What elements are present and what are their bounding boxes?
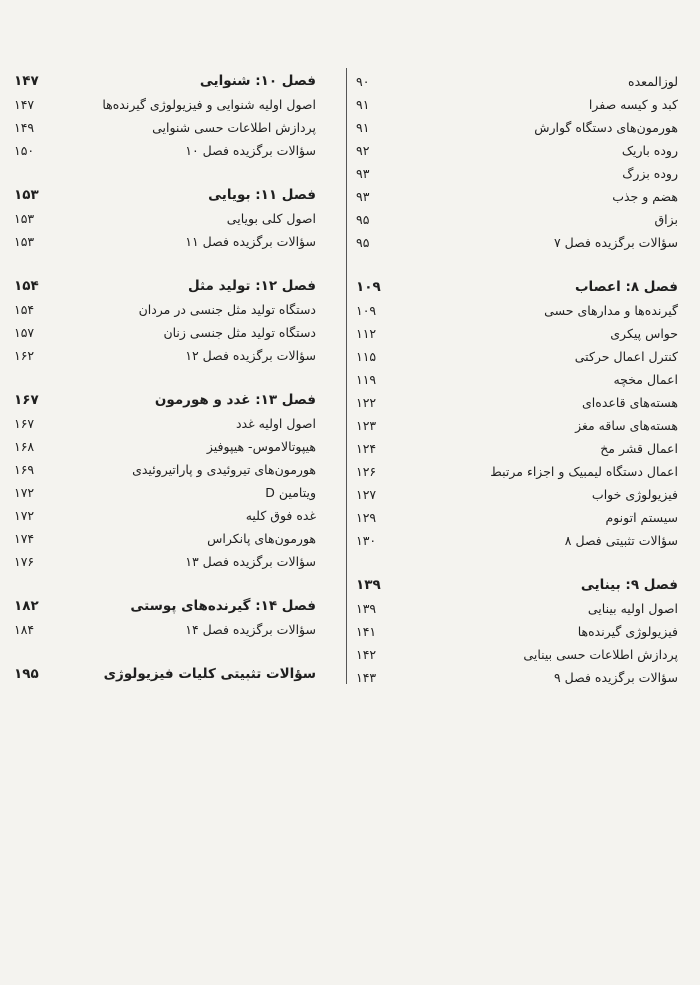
chapter-heading [14,389,316,412]
entry-title: سؤالات تثبیتی فصل ۸ [564,533,678,548]
toc-entry [14,207,316,230]
page-number: ۱۷۲ [14,508,35,523]
toc-entry [14,321,316,344]
toc-entry [356,643,678,666]
page-number: ۱۴۹ [14,120,35,135]
entry-title: لوزالمعده [628,74,678,89]
toc-entry [356,139,678,162]
page-number: ۱۲۳ [356,418,377,433]
toc-entry [356,620,678,643]
entry-title: روده بزرگ [622,166,678,181]
toc-entry [356,483,678,506]
entry-title: اعمال مخچه [613,372,678,387]
chapter-heading [14,275,316,298]
toc-entry [14,116,316,139]
entry-title: هسته‌های ساقه مغز [575,418,678,433]
page-number: ۱۰۹ [356,303,377,318]
entry-title: روده باریک [621,143,678,158]
page-number: ۱۲۴ [356,441,377,456]
toc-entry [356,70,678,93]
page-number: ۹۳ [356,189,370,204]
page-number: ۱۲۹ [356,510,377,525]
chapter-title: فصل ۱۴: گیرنده‌های پوستی [130,598,316,614]
page-number: ۱۴۷ [14,73,39,89]
page-number: ۹۲ [356,143,370,158]
toc-entry [14,344,316,367]
entry-title: دستگاه تولید مثل جنسی زنان [163,325,316,340]
chapter-title: فصل ۸: اعصاب [574,279,678,295]
chapter-title-row [14,184,316,207]
toc-entry [356,666,678,689]
toc-group [14,93,316,162]
toc-entry [356,322,678,345]
page-number: ۱۳۹ [356,577,381,593]
entry-title: اصول اولیه شنوایی و فیزیولوژی گیرنده‌ها [102,97,316,112]
toc-entry [356,208,678,231]
entry-title: فیزیولوژی گیرنده‌ها [577,624,678,639]
toc-entry [14,550,316,573]
page-number: ۹۵ [356,235,370,250]
page-number: ۱۵۴ [14,278,39,294]
page-number: ۱۲۲ [356,395,377,410]
page-number: ۱۱۹ [356,372,377,387]
page-number: ۱۷۲ [14,485,35,500]
toc-entry [14,298,316,321]
entry-title: هسته‌های قاعده‌ای [582,395,678,410]
page-number: ۱۳۰ [356,533,377,548]
toc-group [14,207,316,253]
chapter-heading [356,276,678,299]
entry-title: سؤالات برگزیده فصل ۱۳ [185,554,316,569]
toc-entry [356,185,678,208]
entry-title: کنترل اعمال حرکتی [574,349,678,364]
chapter-title: سؤالات تثبیتی کلیات فیزیولوژی [103,666,316,682]
page-number: ۹۱ [356,97,370,112]
chapter-heading [356,574,678,597]
toc-group [14,412,316,573]
chapter-title-row [14,275,316,298]
toc-entry [356,506,678,529]
entry-title: اصول کلی بویایی [226,211,316,226]
entry-title: سیستم اتونوم [605,510,678,525]
page-number: ۱۱۲ [356,326,377,341]
toc-entry [14,458,316,481]
page-number: ۱۴۳ [356,670,377,685]
chapter-title: فصل ۹: بینایی [580,577,678,593]
toc-entry [356,299,678,322]
chapter-title: فصل ۱۲: تولید مثل [187,278,316,294]
toc-entry [356,162,678,185]
chapter-title-row [14,389,316,412]
toc-group [14,298,316,367]
toc-group [356,70,678,254]
page-number: ۹۱ [356,120,370,135]
chapter-heading [14,70,316,93]
page-number: ۱۶۷ [14,392,39,408]
entry-title: فیزیولوژی خواب [591,487,678,502]
entry-title: اصول اولیه بینایی [587,601,678,616]
page-number: ۱۵۴ [14,302,35,317]
toc-left-column [14,70,316,686]
entry-title: هضم و جذب [612,189,678,204]
entry-title: سؤالات برگزیده فصل ۱۰ [185,143,316,158]
toc-entry [14,618,316,641]
entry-title: دستگاه تولید مثل جنسی در مردان [138,302,316,317]
entry-title: کبد و کیسه صفرا [588,97,678,112]
page-number: ۱۴۷ [14,97,35,112]
toc-entry [14,412,316,435]
toc-right-column [356,70,678,689]
chapter-title-row [14,70,316,93]
toc-entry [356,116,678,139]
entry-title: سؤالات برگزیده فصل ۹ [553,670,678,685]
entry-title: اعمال دستگاه لیمبیک و اجزاء مرتبط [490,464,678,479]
page-number: ۱۲۷ [356,487,377,502]
toc-entry [356,597,678,620]
entry-title: سؤالات برگزیده فصل ۱۲ [185,348,316,363]
page-number: ۱۰۹ [356,279,381,295]
page-number: ۱۸۲ [14,598,39,614]
toc-entry [356,460,678,483]
chapter-title-row [356,574,678,597]
page-number: ۱۴۱ [356,624,377,639]
entry-title: هورمون‌های تیروئیدی و پاراتیروئیدی [132,462,316,477]
chapter-title: فصل ۱۳: غدد و هورمون [154,392,316,408]
page-number: ۱۵۰ [14,143,35,158]
toc-entry [356,437,678,460]
entry-title: گیرنده‌ها و مدارهای حسی [544,303,678,318]
toc-group [356,597,678,689]
page-number: ۱۶۸ [14,439,35,454]
entry-title: ویتامین D [265,485,316,500]
chapter-title-row [14,595,316,618]
entry-title: سؤالات برگزیده فصل ۷ [553,235,678,250]
chapter-heading [14,663,316,686]
chapter-heading [14,595,316,618]
toc-entry [14,435,316,458]
toc-entry [356,368,678,391]
entry-title: اعمال قشر مخ [600,441,678,456]
toc-group [356,299,678,552]
page-number: ۱۶۹ [14,462,35,477]
chapter-heading [14,184,316,207]
page-number: ۹۵ [356,212,370,227]
chapter-title: فصل ۱۱: بویایی [208,187,316,203]
toc-entry [356,414,678,437]
chapter-title: فصل ۱۰: شنوایی [199,73,316,89]
entry-title: پردازش اطلاعات حسی شنوایی [152,120,316,135]
entry-title: غده فوق کلیه [245,508,316,523]
toc-entry [356,345,678,368]
toc-entry [14,527,316,550]
toc-entry [14,139,316,162]
entry-title: هورمون‌های پانکراس [207,531,316,546]
entry-title: حواس پیکری [610,326,678,341]
toc-entry [14,504,316,527]
toc-entry [356,391,678,414]
page-number: ۱۶۲ [14,348,35,363]
page-number: ۱۲۶ [356,464,377,479]
entry-title: سؤالات برگزیده فصل ۱۱ [185,234,316,249]
page-number: ۱۵۷ [14,325,35,340]
page-number: ۱۵۳ [14,211,35,226]
toc-entry [356,529,678,552]
page-number: ۱۶۷ [14,416,35,431]
entry-title: اصول اولیه غدد [235,416,316,431]
page-number: ۱۷۶ [14,554,35,569]
page-number: ۱۵۳ [14,234,35,249]
entry-title: هیپوتالاموس- هیپوفیز [206,439,316,454]
toc-entry [14,93,316,116]
entry-title: بزاق [654,212,678,227]
toc-group [14,618,316,641]
page-number: ۱۷۴ [14,531,35,546]
toc-entry [356,231,678,254]
page-number: ۹۰ [356,74,370,89]
page-number: ۱۳۹ [356,601,377,616]
page-number: ۱۵۳ [14,187,39,203]
entry-title: هورمون‌های دستگاه گوارش [534,120,678,135]
page-number: ۱۸۴ [14,622,35,637]
toc-entry [14,230,316,253]
chapter-title-row [356,276,678,299]
page-number: ۱۱۵ [356,349,377,364]
entry-title: سؤالات برگزیده فصل ۱۴ [185,622,316,637]
page-number: ۱۴۲ [356,647,377,662]
chapter-title-row [14,663,316,686]
toc-entry [356,93,678,116]
column-divider [346,68,347,684]
page-number: ۱۹۵ [14,666,39,682]
page-number: ۹۳ [356,166,370,181]
entry-title: پردازش اطلاعات حسی بینایی [523,647,678,662]
toc-entry [14,481,316,504]
